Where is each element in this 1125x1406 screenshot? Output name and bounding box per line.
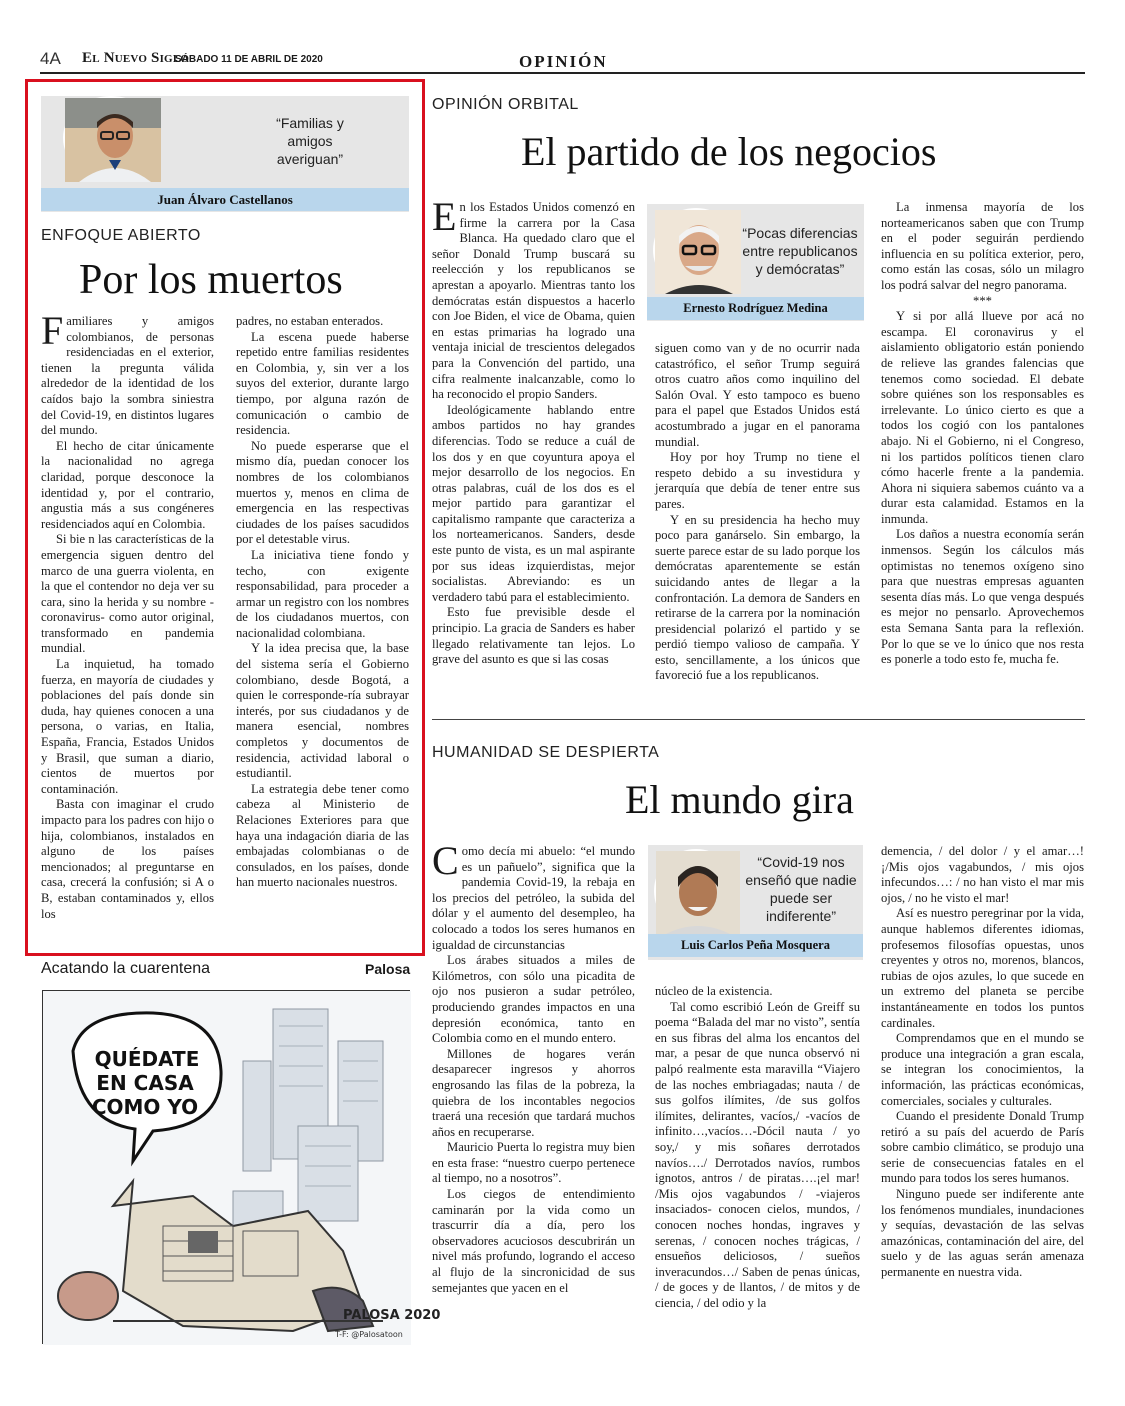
article-divider (432, 719, 1085, 720)
author-photo (653, 208, 739, 292)
paragraph: En los Estados Unidos comenzó en firme la carrera por la Casa Blanca. Ha quedado claro que el señor Donald Trump buscará su reelección y los republicanos se aprestan a apoyarlo. Mientras tanto los demócratas están dispuestos a hacerlo con Joe Biden, el vice de Obama, quien en estas primarias ha logrado una ventaja inicial de trescientos delegados para la Convención del partido, una cifra realmente inalcanzable, como lo ha reconocido el propio Sanders. (432, 194, 635, 402)
author-name: Ernesto Rodríguez Medina (647, 297, 864, 320)
article-headline: Por los muertos (79, 257, 343, 303)
article3-column-2 (655, 984, 860, 1311)
paragraph: No puede esperarse que el mismo día, puedan conocer los nombres de los colombianos muertos y, menos en clima de emergencia en las respectivas ciudades de los países sacudidos por el detestable virus. (236, 438, 409, 547)
article3-column-3 (881, 844, 1084, 1281)
paragraph: Ideológicamente hablando entre ambos partidos no hay grandes diferencias. Todo se reduce a cuál de los dos y en que coyuntura apoya el mejor desarrollo de los negocios. En otras palabras, cuál de los dos es el mejor partido para garantizar el capitalismo rampante que caracteriza a los norteamericanos. Sanders, desde este punto de vista, es un mal aspirante por sus ideas izquierdistas, mejor socialistas. Abreviando: es un verdadero tabú para el establecimiento. (432, 402, 635, 604)
cartoon-title: Acatando la cuarentena (41, 960, 211, 977)
separator: *** (973, 293, 992, 308)
paragraph: núcleo de la existencia. (655, 984, 773, 998)
author-photo (63, 96, 159, 180)
header-rule (40, 72, 1085, 74)
paragraph: Familiares y amigos colombianos, de personas residenciadas en el exterior, tienen la pregunta válida alrededor de la identidad de los caídos bajo la sombra siniestra del Covid-19, en distintos lugares del mundo. (41, 308, 214, 438)
cartoon-speech-line: COMO YO (91, 1095, 199, 1119)
author-box-article2 (647, 204, 864, 321)
paragraph: Millones de hogares verán desaparecer ingresos y ahorros engrosando las filas de la pobreza, la quiebra de los incontables negocios traerá una recesión que tardará muchos años en recuperarse. (432, 1046, 635, 1139)
paragraph: Basta con imaginar el crudo impacto para los padres con hijo o hija, colombianos, instalados en alguno de los países mencionados; al preguntarse en casa, crecerá la confusión; si A o B, estaban contaminados y, ellos los (41, 797, 214, 921)
article-headline: El mundo gira (625, 777, 854, 822)
author-name: Luis Carlos Peña Mosquera (648, 934, 863, 957)
paragraph: La inquietud, ha tomado fuerza, en mayoría de ciudades y poblaciones del país donde sin duda, hay quienes conocen a una persona, o varias, en Italia, España, Francia, Estados Unidos y Brasil, que suman a diario, cientos de muertos por contaminación. (41, 657, 214, 796)
paragraph: El hecho de citar únicamente la nacionalidad no agrega claridad, porque desconoce la identidad y, por el contrario, angustia más a sus congéneres residenciados aquí en Colombia. (41, 438, 214, 531)
paragraph: siguen como van y de no ocurrir nada catastrófico, el señor Trump seguirá otros cuatro años como inquilino del Salón Oval. Y esto tampoco es bueno para el papel que Estados Unidos está acostumbrado a jugar en el panorama mundial. (655, 341, 860, 449)
paragraph: Esto fue previsible desde el principio. La gracia de Sanders es haber llegado relativamente tan lejos. Lo grave del asunto es que si las cosas (432, 605, 635, 667)
article-kicker: ENFOQUE ABIERTO (41, 227, 201, 244)
paragraph: La escena puede haberse repetido entre familias residentes en Colombia, y, sin ver a los suyos del exterior, durante largo tiempo, por alguna razón de comunicación o cambio de residencia. (236, 329, 409, 438)
newspaper-name: El Nuevo Siglo (82, 50, 190, 66)
article2-column-2 (655, 341, 860, 684)
paragraph: Cuando el presidente Donald Trump retiró a su país del acuerdo de París sobre cambio climático, se produjo una serie de consecuencias fatales en el mundo para todos los seres humanos. (881, 1109, 1084, 1186)
cartoon-artist: Palosa (365, 961, 411, 977)
author-box-article3 (648, 845, 863, 960)
paragraph: La iniciativa tiene fondo y techo, con exigente responsabilidad, para proceder a armar un registro con los nombres de los ciudadanos muertos, con nacionalidad colombiana. (236, 547, 409, 640)
pull-quote: “Covid-19 nos enseñó que nadie puede ser indiferente” (745, 854, 857, 924)
page-number: 4A (40, 49, 61, 68)
pull-quote: “Pocas diferencias entre republicanos y demócratas” (742, 225, 858, 277)
paragraph: padres, no estaban enterados. (236, 314, 384, 328)
cartoon-speech-line: EN CASA (96, 1071, 194, 1095)
article2-column-3 (881, 200, 1084, 668)
paragraph: Y la idea precisa que, la base del sistema sería el Gobierno colombiano, desde Bogotá, a quien le corresponde-ría subrayar interés, por sus ciudadanos y de manera esencial, nombres completos y documentos de residencia, actividad laboral o estudiantil. (236, 641, 409, 781)
section-title: OPINIÓN (519, 52, 608, 71)
paragraph: Ninguno puede ser indiferente ante los fenómenos mundiales, inundaciones y sequías, devastación de las selvas amazónicas, contaminación del aire, del suelo y de las aguas serán amenaza permanente en nuestra vida. (881, 1187, 1084, 1280)
issue-date: SÁBADO 11 DE ABRIL DE 2020 (175, 54, 323, 65)
cartoon-speech-line: QUÉDATE (94, 1047, 200, 1071)
author-portrait-icon (65, 98, 161, 182)
paragraph: Los daños a nuestra economía serán inmensos. Según los cálculos más optimistas no tenemos oxígeno sino para que nuestras empresas aguanten sesenta días más. Lo que venga después es mejor no pensarlo. Aprovechemos esta Semana Santa para la reflexión. Por lo que se ve lo único que nos resta es ponerle a todo esto fe, mucha fe. (881, 527, 1084, 667)
paragraph: Y en su presidencia ha hecho muy poco para ganárselo. Sin embargo, la suerte parece estar de su lado porque los demócratas aparentemente se están suicidando antes de llegar a la confrontación. La demora de Sanders en retirarse de la carrera por la nominación presidencial polarizó el partido y se perdió tiempo valioso de campaña. Y esto, sencillamente, a los únicos que favoreció fue a los republicanos. (655, 512, 860, 683)
paragraph: Los ciegos de entendimiento caminarán por la vida como un trascurrir día a día, pero los observadores acuciosos descubrirán un nivel más profundo, logrando el acceso al flujo de la sincronicidad de sus semejantes que yacen en el (432, 1187, 635, 1295)
paragraph: La inmensa mayoría de los norteamericanos saben que con Trump en el poder seguirán perdiendo influencia en su política exterior, pero, como están las cosas, sólo un milagro los podrá salvar del negro panorama. (881, 200, 1084, 292)
paragraph: Tal como escribió León de Greiff su poema “Balada del mar no visto”, sentía en sus fibras del alma los encantos del mar, a pesar de que nunca observó ni palpó realmente esta maravilla “Viajero de las noches embriagadas; nauta / de sus golfos ilímites, /de sus golfos ilímites, delirantes, vacíos,/ -vacíos de infinito…,vacíos…-Dócil nauta / yo soy,/ y mis soñares derrotados navíos…./ Derrotados navíos, rumbos ignotos, antros / de piratas….¡el mar! /Mis ojos vagabundos / -viajeros insaciados- conocen cielos, mundos, / conocen noches hondas, ingraves y serenas, / conocen noches trágicas, / ensueños deliciosos, / sueños inveracundos…/ Saben de penas únicas, / de goces y de llantos, / de mitos y de ciencia, / del odio y la (655, 999, 860, 1310)
author-name: Juan Álvaro Castellanos (41, 188, 409, 211)
author-portrait-icon (655, 210, 741, 294)
article1-column-2 (236, 314, 409, 891)
paragraph: Si bie n las características de la emergencia siguen dentro del marco de una guerra violenta, en la que el contendor no deja ver su cara, sino la herida y su nombre -coronavirus- como autor original, transformado en pandemia mundial. (41, 532, 214, 656)
author-photo (654, 849, 738, 933)
article2-column-1 (432, 194, 635, 668)
cartoon-signature: PALOSA 2020 (343, 1308, 441, 1323)
paragraph: Así es nuestro peregrinar por la vida, aunque hablemos diferentes idiomas, profesemos filosofías opuestas, unos creyentes y otros no, morenos, blancos, rubias de ojos azules, lo que sucede en un extremo del planeta se percibe instantáneamente en todos los puntos cardinales. (881, 906, 1084, 1030)
paragraph: Como decía mi abuelo: “el mundo es un pañuelo”, significa que la pandemia Covid-19, la rebaja en los precios del petróleo, la subida del dólar y el aumento del desempleo, ha colocado a todos los seres humanos en igualdad de circunstancias (432, 838, 635, 952)
paragraph: Hoy por hoy Trump no tiene el respeto debido a su investidura y jerarquía que debía de tener entre sus pares. (655, 450, 860, 511)
paragraph: Los árabes situados a miles de Kilómetros, con sólo una picadita de ojo nos pusieron a sudar petróleo, produciendo grandes impactos en una depresión económica, tanto en Colombia como en el mundo entero. (432, 953, 635, 1046)
author-box-article1 (41, 96, 409, 212)
paragraph: Mauricio Puerta lo registra muy bien en esta frase: “nuestro cuerpo pertenece al tiempo, no a nosotros”. (432, 1140, 635, 1186)
cartoon-drawing-icon (43, 991, 441, 1345)
article-kicker: HUMANIDAD SE DESPIERTA (432, 744, 660, 761)
paragraph: Y si por allá llueve por acá no escampa. El coronavirus y el aislamiento obligatorio están poniendo de relieve las grandes falencias que tenemos como sociedad. El debate sobre quiénes son los responsables es irrelevante. Lo único cierto es que a todos los cogió con los pantalones abajo. Ni el Gobierno, ni el Congreso, ni los partidos políticos tienen claro cómo hacerle frente a la pandemia. Ahora ni siquiera sabemos cuánto va a durar esta calamidad. Estamos en la inmunda. (881, 309, 1084, 526)
cartoon-handle: T-F: @Palosatoon (335, 1330, 403, 1339)
pull-quote: “Familias y amigos averiguan” (276, 115, 344, 167)
article1-column-1 (41, 308, 214, 922)
cartoon-illustration (42, 990, 441, 1344)
paragraph: demencia, / del dolor / y el amar…! ¡/Mis ojos vagabundos, / mis ojos infecundos…: / no han visto el mar mis ojos, / no he visto el mar! (881, 844, 1084, 905)
article-kicker: OPINIÓN ORBITAL (432, 96, 579, 113)
author-portrait-icon (656, 851, 740, 935)
paragraph: La estrategia debe tener como cabeza al Ministerio de Relaciones Exteriores para que haya una indagación diaria de las embajadas colombianas o de consulados, en los países, donde han muerto nacionales nuestros. (236, 781, 409, 890)
paragraph: Comprendamos que en el mundo se produce una integración a gran escala, se integran los conocimientos, la información, las prácticas económicas, comerciales, sociales y culturales. (881, 1031, 1084, 1108)
article-headline: El partido de los negocios (521, 129, 937, 174)
article3-column-1 (432, 838, 635, 1296)
